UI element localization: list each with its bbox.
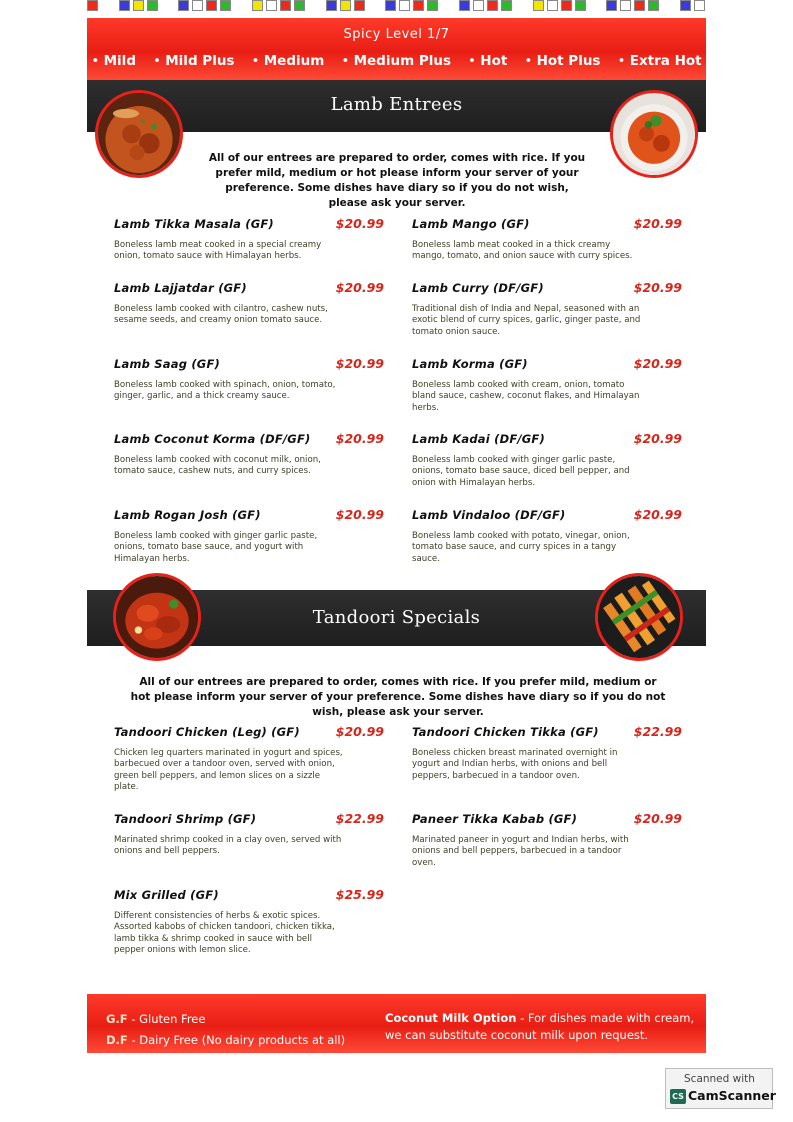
dish-price: $20.99 (335, 507, 384, 522)
flag (192, 0, 203, 11)
dish-price: $20.99 (335, 280, 384, 295)
flag-group (533, 0, 587, 11)
menu-item (412, 216, 682, 263)
spice-level-item: • Medium Plus (341, 53, 451, 69)
flag (533, 0, 544, 11)
dish-description: Boneless lamb cooked with spinach, onion, tomato, ginger, garlic, and a thick creamy sauce. (114, 380, 336, 402)
menu-item (114, 280, 384, 327)
legend-text: - For dishes made with cream, we can substitute coconut milk upon request. (385, 1011, 695, 1042)
dish-description: Marinated shrimp cooked in a clay oven, served with onions and bell peppers. (114, 835, 342, 857)
flag (280, 0, 291, 11)
flag (252, 0, 263, 11)
flag (326, 0, 337, 11)
flag (413, 0, 424, 11)
flag-group (680, 0, 706, 11)
watermark-caption: Scanned with (684, 1073, 755, 1085)
lamb-section-title: Lamb Entrees (330, 94, 463, 115)
dish-price: $20.99 (335, 431, 384, 446)
flag (459, 0, 470, 11)
dish-name: Lamb Coconut Korma (DF/GF) (114, 432, 311, 446)
flag-group (178, 0, 232, 11)
spice-level-item: • Mild (91, 53, 136, 69)
dish-description: Different consistencies of herbs & exotic spices. Assorted kabobs of chicken tandoori, chicken tikka, lamb tikka & shrimp cooked in sauce with bell pepper onions with lemon slice. (114, 911, 335, 956)
tandoori-chicken-photo (113, 573, 201, 661)
lamb-curry-bowl-illustration (613, 93, 695, 175)
dish-description: Boneless lamb cooked with ginger garlic paste, onions, tomato base sauce, and yogurt with Himalayan herbs. (114, 531, 318, 564)
dish-price: $20.99 (335, 216, 384, 231)
lamb-curry-bowl-photo (610, 90, 698, 178)
legend-key: G.F (106, 1012, 128, 1026)
dietary-legend-footer (87, 994, 706, 1053)
tandoori-section-title: Tandoori Specials (312, 607, 481, 628)
spice-level-title: Spicy Level 1/7 (343, 27, 450, 42)
menu-item (114, 356, 384, 403)
dish-description: Boneless lamb meat cooked in a thick creamy mango, tomato, and onion sauce with curry spices. (412, 240, 633, 262)
menu-item (412, 724, 682, 782)
dish-name: Lamb Rogan Josh (GF) (114, 508, 261, 522)
flag (294, 0, 305, 11)
dish-description: Boneless lamb cooked with cream, onion, tomato bland sauce, cashew, coconut flakes, and Himalayan herbs. (412, 380, 640, 413)
dish-price: $20.99 (633, 431, 682, 446)
dish-name: Lamb Korma (GF) (412, 357, 528, 371)
legend-key: Coconut Milk Option (385, 1011, 517, 1025)
dish-price: $22.99 (633, 724, 682, 739)
dish-name: Lamb Tikka Masala (GF) (114, 217, 274, 231)
dish-description: Boneless chicken breast marinated overnight in yogurt and Indian herbs, with onions and bell peppers, barbecued in a tandoor oven. (412, 748, 618, 781)
flag (385, 0, 396, 11)
menu-item (114, 724, 384, 794)
dish-description: Marinated paneer in yogurt and Indian herbs, with onions and bell peppers, barbecued in a tandoor oven. (412, 835, 629, 868)
watermark-brand: CamScanner (688, 1088, 776, 1103)
flag (399, 0, 410, 11)
dish-price: $20.99 (633, 356, 682, 371)
dish-description: Boneless lamb meat cooked in a special creamy onion, tomato sauce with Himalayan herbs. (114, 240, 322, 262)
dish-price: $20.99 (633, 216, 682, 231)
flag (87, 0, 98, 11)
paneer-tikka-photo (595, 573, 683, 661)
flag (547, 0, 558, 11)
flag (427, 0, 438, 11)
paneer-tikka-illustration (598, 576, 680, 658)
dish-price: $25.99 (335, 887, 384, 902)
flag (340, 0, 351, 11)
flag (178, 0, 189, 11)
dish-name: Lamb Saag (GF) (114, 357, 220, 371)
tandoori-chicken-illustration (116, 576, 198, 658)
lamb-curry-photo (95, 90, 183, 178)
flag (473, 0, 484, 11)
flag-group (252, 0, 306, 11)
flag (575, 0, 586, 11)
dish-price: $20.99 (633, 280, 682, 295)
flag (606, 0, 617, 11)
dish-price: $20.99 (335, 356, 384, 371)
spice-level-item: • Medium (251, 53, 324, 69)
menu-item (412, 507, 682, 565)
legend-text: - Dairy Free (No dairy products at all) (131, 1033, 346, 1047)
dish-description: Boneless lamb cooked with potato, vinegar, onion, tomato base sauce, and curry spices in a tangy sauce. (412, 531, 630, 564)
dairy-free-note (106, 1030, 345, 1051)
dish-name: Lamb Vindaloo (DF/GF) (412, 508, 566, 522)
dish-name: Tandoori Chicken (Leg) (GF) (114, 725, 300, 739)
flag-group (87, 0, 99, 11)
lamb-curry-illustration (98, 93, 180, 175)
spice-level-item: • Hot Plus (524, 53, 600, 69)
dish-name: Paneer Tikka Kabab (GF) (412, 812, 578, 826)
flag-group (326, 0, 366, 11)
scanner-watermark (665, 1068, 776, 1109)
dish-price: $20.99 (633, 507, 682, 522)
gluten-free-note (106, 1009, 345, 1030)
flag (206, 0, 217, 11)
lamb-intro-text: All of our entrees are prepared to order, comes with rice. If you prefer mild, medium or hot please inform your server of your preference. Some dishes have diary so if you do not wish, please ask your server. (208, 152, 586, 209)
legend-key: D.F (106, 1033, 128, 1047)
dish-name: Tandoori Shrimp (GF) (114, 812, 257, 826)
flag-group (459, 0, 513, 11)
dish-name: Tandoori Chicken Tikka (GF) (412, 725, 599, 739)
dish-name: Lamb Curry (DF/GF) (412, 281, 544, 295)
menu-item (412, 431, 682, 489)
legend-text: - Gluten Free (131, 1012, 206, 1026)
dish-name: Lamb Mango (GF) (412, 217, 530, 231)
dietary-abbreviations (106, 1009, 345, 1051)
spice-level-item: • Mild Plus (153, 53, 235, 69)
flag (133, 0, 144, 11)
flag-group (606, 0, 660, 11)
dish-description: Boneless lamb cooked with cilantro, cashew nuts, sesame seeds, and creamy onion tomato sauce. (114, 304, 328, 326)
prayer-flag-strip (87, 0, 706, 13)
spice-level-list (87, 53, 706, 69)
spice-level-item: • Hot (468, 53, 507, 69)
menu-item (114, 431, 384, 478)
flag (354, 0, 365, 11)
menu-item (412, 811, 682, 869)
dish-description: Traditional dish of India and Nepal, seasoned with an exotic blend of curry spices, garlic, ginger paste, and tomato onion sauce. (412, 304, 641, 337)
spice-level-banner (87, 18, 706, 80)
coconut-milk-note (385, 1010, 706, 1044)
flag (561, 0, 572, 11)
flag-group (385, 0, 439, 11)
menu-item (114, 811, 384, 858)
flag (680, 0, 691, 11)
dish-price: $22.99 (335, 811, 384, 826)
dish-name: Lamb Lajjatdar (GF) (114, 281, 247, 295)
menu-item (114, 507, 384, 565)
dish-price: $20.99 (633, 811, 682, 826)
flag (634, 0, 645, 11)
dish-price: $20.99 (335, 724, 384, 739)
camscanner-logo-icon: CS (670, 1089, 686, 1104)
flag (620, 0, 631, 11)
flag (694, 0, 705, 11)
menu-item (412, 356, 682, 414)
flag (648, 0, 659, 11)
dish-description: Boneless lamb cooked with ginger garlic paste, onions, tomato base sauce, diced bell pepper, and onion with Himalayan herbs. (412, 455, 630, 488)
dish-description: Chicken leg quarters marinated in yogurt and spices, barbecued over a tandoor oven, served with onion, green bell peppers, and lemon slices on a sizzle plate. (114, 748, 343, 793)
menu-item (114, 216, 384, 263)
flag (220, 0, 231, 11)
dish-name: Lamb Kadai (DF/GF) (412, 432, 545, 446)
flag-group (119, 0, 159, 11)
spice-level-item: • Extra Hot (617, 53, 701, 69)
tandoori-intro-text: All of our entrees are prepared to order, comes with rice. If you prefer mild, medium or hot please inform your server of your preference. Some dishes have diary so if you do not wish, please ask your server. (130, 676, 666, 718)
menu-item (412, 280, 682, 338)
flag (147, 0, 158, 11)
menu-item (114, 887, 384, 957)
flag (119, 0, 130, 11)
dish-description: Boneless lamb cooked with coconut milk, onion, tomato sauce, cashew nuts, and curry spices. (114, 455, 321, 477)
dish-name: Mix Grilled (GF) (114, 888, 219, 902)
flag (266, 0, 277, 11)
flag (501, 0, 512, 11)
flag (487, 0, 498, 11)
